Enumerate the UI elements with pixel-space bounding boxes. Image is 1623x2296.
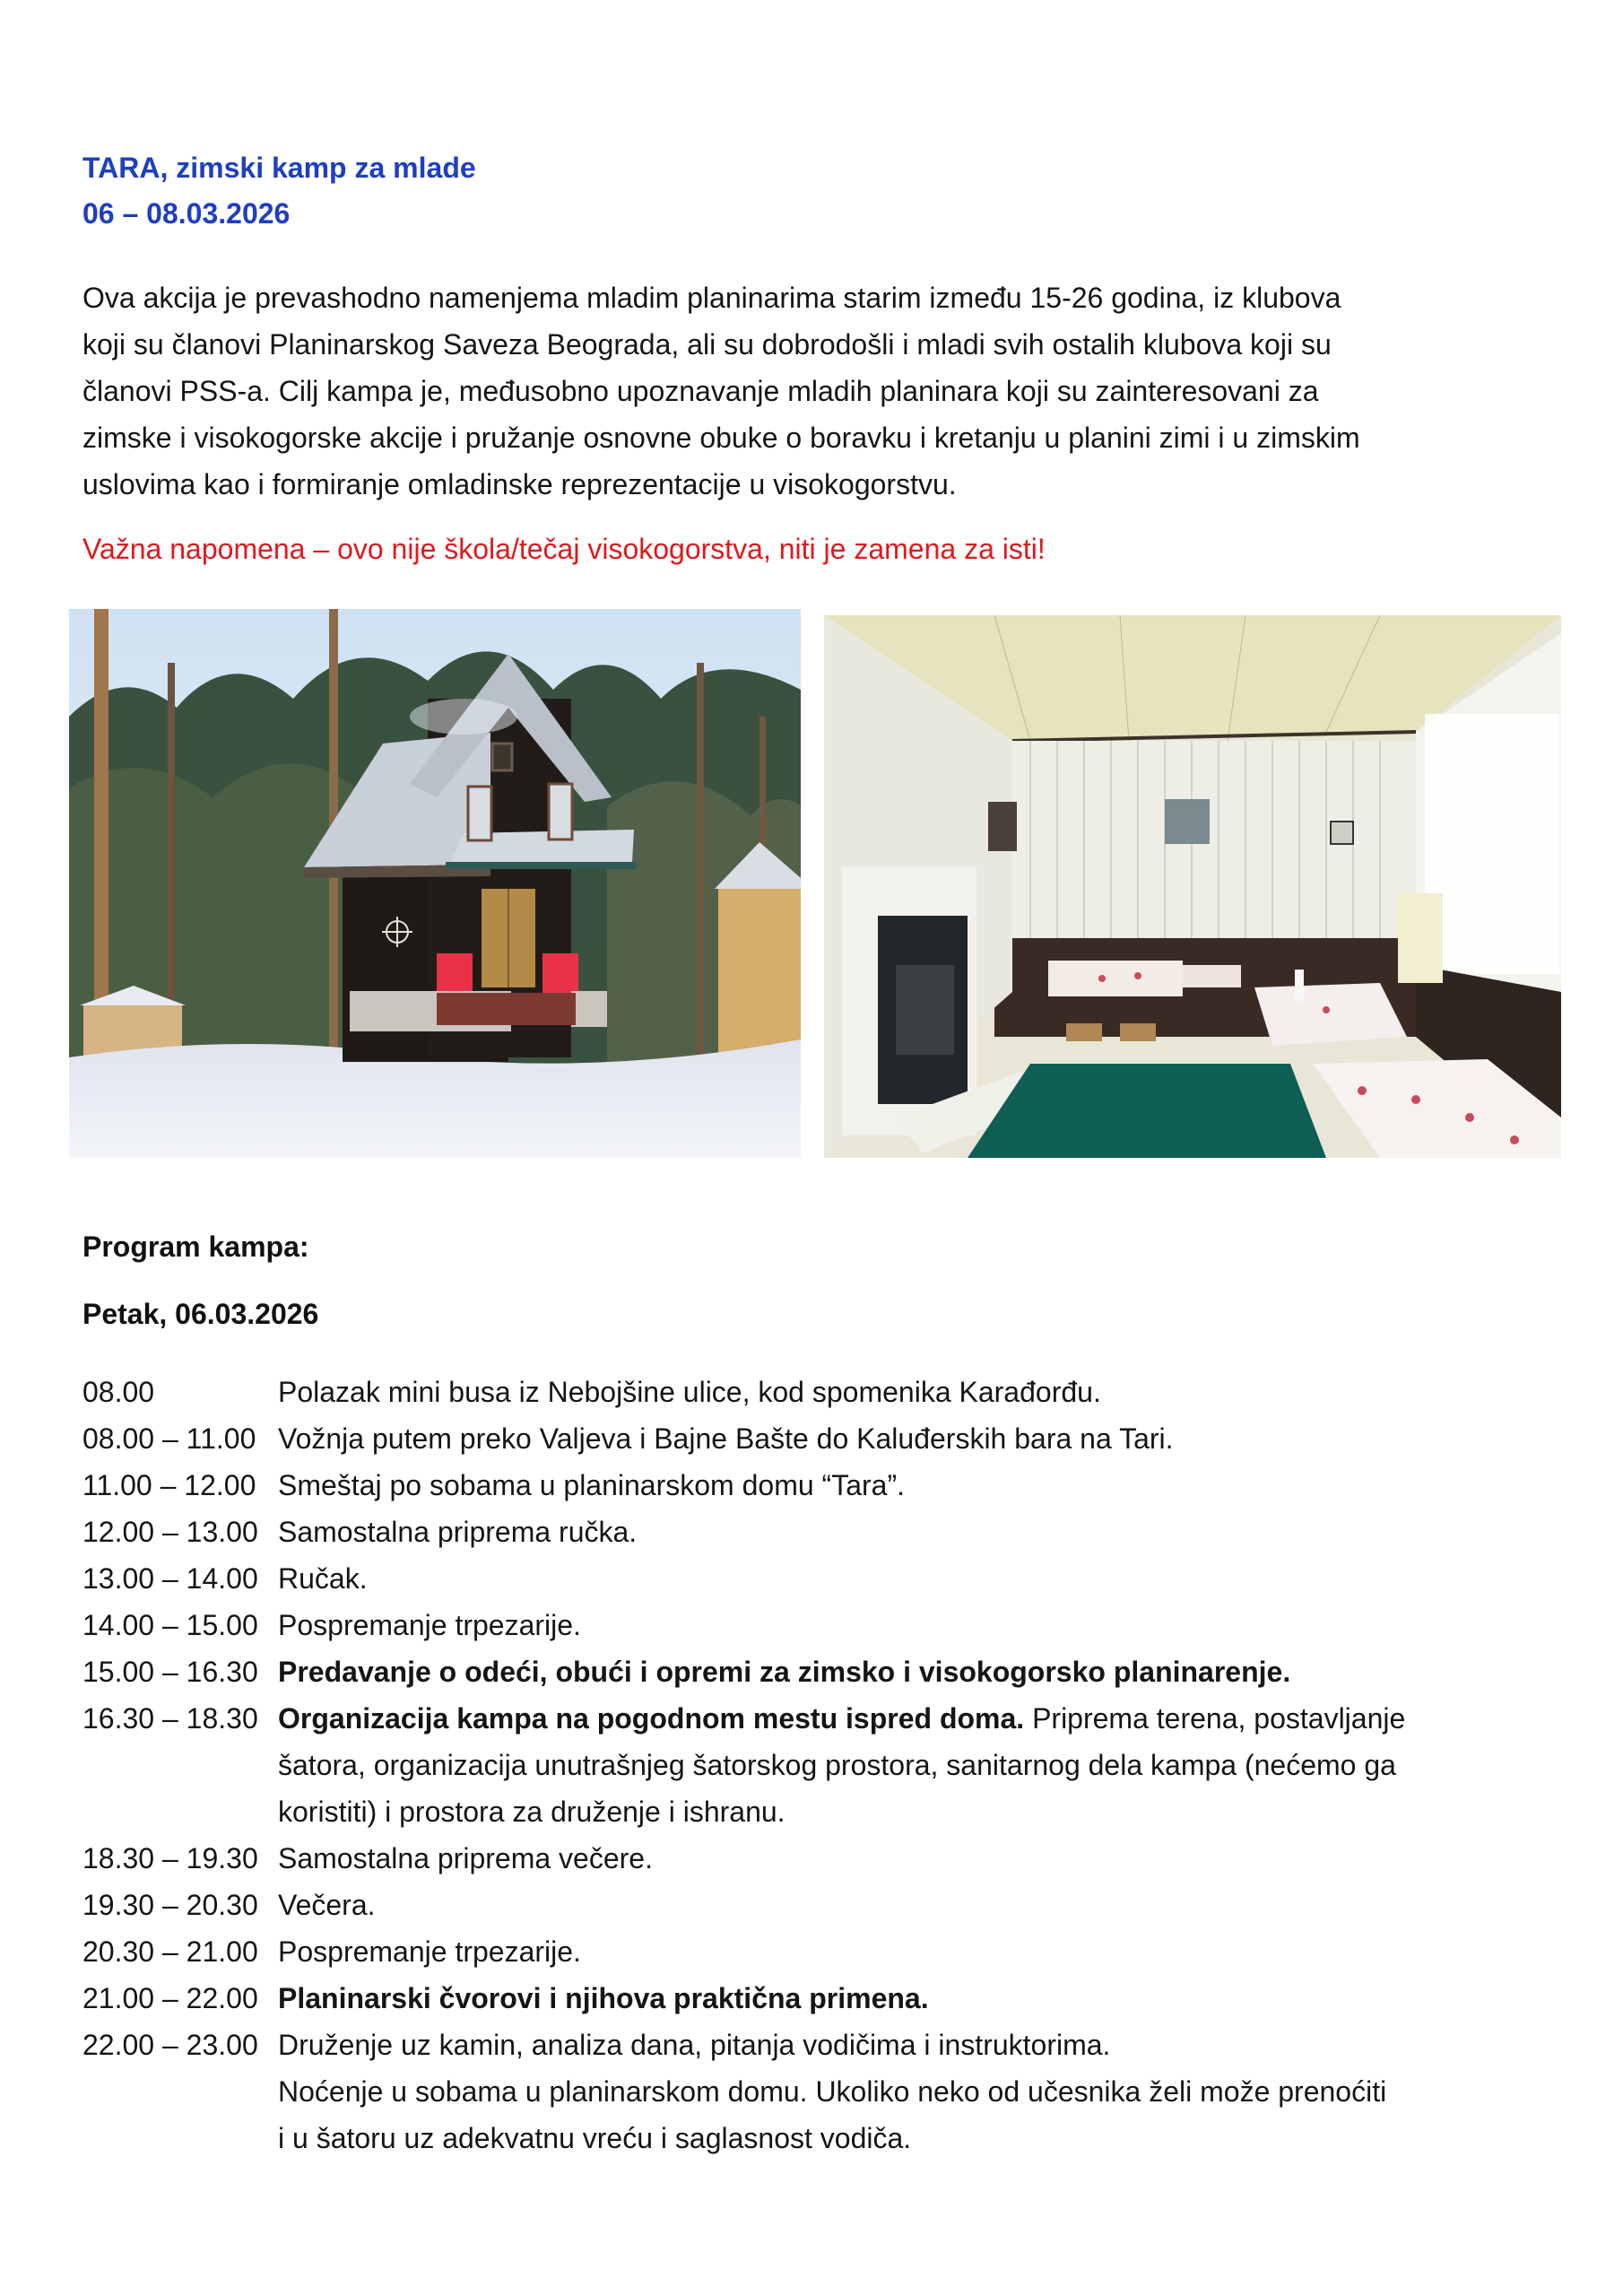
schedule-row (82, 1369, 1571, 1415)
schedule-description (278, 1376, 1101, 1408)
intro-line: zimske i visokogorske akcije i pružanje osnovne obuke o boravku i kretanju u planini zimi i u zimskim (82, 422, 1360, 454)
schedule-row (82, 2022, 1571, 2068)
schedule-text: Polazak mini busa iz Nebojšine ulice, kod spomenika Karađorđu. (278, 1376, 1101, 1408)
schedule-time: 16.30 – 18.30 (82, 1702, 258, 1735)
mountain-hut-dining-room-photo (824, 615, 1561, 1158)
schedule-description (278, 1702, 1405, 1735)
schedule-description (278, 1516, 637, 1548)
schedule-description (278, 1842, 653, 1874)
schedule-description (278, 1469, 905, 1501)
schedule-description (278, 1982, 929, 2014)
schedule-time: 18.30 – 19.30 (82, 1842, 258, 1874)
schedule-time: 12.00 – 13.00 (82, 1516, 258, 1548)
schedule-text: Pospremanje trpezarije. (278, 1609, 581, 1641)
schedule-row (82, 1882, 1571, 1928)
schedule-row (82, 1602, 1571, 1648)
schedule-continuation: koristiti) i prostora za druženje i ishranu. (278, 1796, 785, 1828)
schedule-row (82, 1415, 1571, 1462)
schedule-text: Samostalna priprema ručka. (278, 1516, 638, 1548)
schedule-row (82, 1648, 1571, 1695)
schedule-time: 22.00 – 23.00 (82, 2029, 258, 2061)
intro-line: koji su članovi Planinarskog Saveza Beograda, ali su dobrodošli i mladi svih ostalih klubova koji su (82, 328, 1332, 361)
schedule-time: 08.00 – 11.00 (82, 1422, 256, 1455)
intro-line: Ova akcija je prevashodno namenjema mladim planinarima starim između 15-26 godina, iz klubova (82, 282, 1341, 314)
schedule-description (278, 1889, 376, 1921)
schedule-continuation: Noćenje u sobama u planinarskom domu. Ukoliko neko od učesnika želi može prenoćiti (278, 2075, 1387, 2108)
schedule-time: 20.30 – 21.00 (82, 1935, 258, 1968)
schedule-time: 19.30 – 20.30 (82, 1889, 258, 1921)
schedule-row (82, 1695, 1571, 1742)
schedule-row (82, 1555, 1571, 1602)
intro-line: članovi PSS-a. Cilj kampa je, međusobno upoznavanje mladih planinara koji su zainteresovani za (82, 375, 1319, 407)
schedule-highlight: Planinarski čvorovi i njihova praktična primena. (278, 1982, 929, 2014)
schedule-text: Samostalna priprema večere. (278, 1842, 653, 1874)
schedule-row (82, 1975, 1571, 2022)
schedule-continuation: i u šatoru uz adekvatnu vreću i saglasnost vodiča. (278, 2122, 912, 2154)
schedule-description (278, 1562, 368, 1595)
schedule-time: 15.00 – 16.30 (82, 1656, 258, 1688)
schedule-row (82, 1928, 1571, 1975)
schedule-row (82, 1462, 1571, 1509)
intro-paragraph (82, 274, 1571, 508)
schedule-time: 13.00 – 14.00 (82, 1562, 258, 1595)
schedule-text: Pospremanje trpezarije. (278, 1935, 581, 1968)
schedule-highlight: Organizacija kampa na pogodnom mestu ispred doma. (278, 1702, 1025, 1735)
important-note: Važna napomena – ovo nije škola/tečaj visokogorstva, niti je zamena za isti! (82, 533, 1046, 565)
schedule-description (278, 1656, 1290, 1688)
schedule-description (278, 1609, 581, 1641)
schedule-row (82, 1835, 1571, 1882)
schedule-text: Večera. (278, 1889, 376, 1921)
schedule-description (278, 1422, 1174, 1455)
program-heading: Program kampa: (82, 1231, 309, 1263)
schedule-description (278, 2029, 1110, 2061)
schedule-time: 11.00 – 12.00 (82, 1469, 256, 1501)
schedule-text: Vožnja putem preko Valjeva i Bajne Bašte do Kaluđerskih bara na Tari. (278, 1422, 1174, 1455)
event-dates: 06 – 08.03.2026 (82, 197, 291, 230)
schedule-time: 21.00 – 22.00 (82, 1982, 258, 2014)
schedule-text: Priprema terena, postavljanje (1024, 1702, 1406, 1735)
schedule-text: Druženje uz kamin, analiza dana, pitanja vodičima i instruktorima. (278, 2029, 1111, 2061)
schedule-time: 14.00 – 15.00 (82, 1609, 258, 1641)
schedule-row (82, 1509, 1571, 1555)
schedule-continuation: šatora, organizacija unutrašnjeg šatorskog prostora, sanitarnog dela kampa (nećemo ga (278, 1749, 1396, 1781)
schedule-highlight: Predavanje o odeći, obući i opremi za zimsko i visokogorsko planinarenje. (278, 1656, 1291, 1688)
day-heading: Petak, 06.03.2026 (82, 1298, 319, 1330)
mountain-hut-exterior-photo (69, 609, 801, 1158)
schedule-description (278, 1935, 581, 1968)
intro-line: uslovima kao i formiranje omladinske reprezentacije u visokogorstvu. (82, 468, 957, 500)
schedule-text: Smeštaj po sobama u planinarskom domu “Tara”. (278, 1469, 905, 1501)
document-title: TARA, zimski kamp za mlade (82, 152, 476, 184)
schedule-text: Ručak. (278, 1562, 368, 1595)
schedule-time: 08.00 (82, 1376, 155, 1408)
